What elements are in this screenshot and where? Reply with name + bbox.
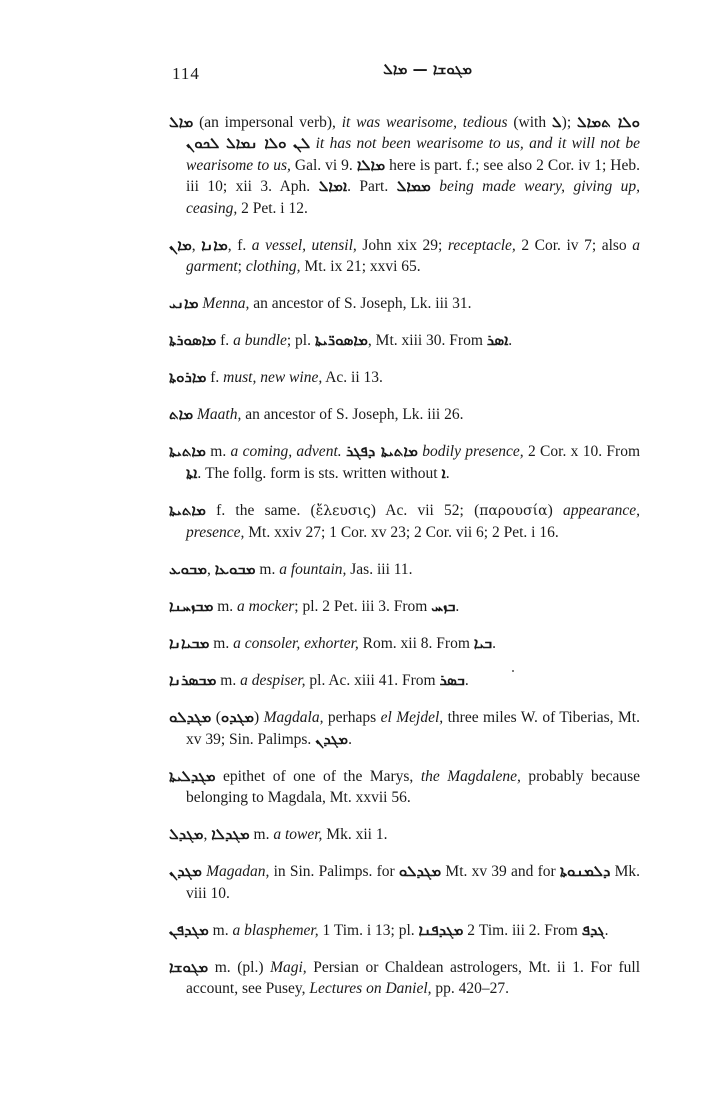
italic-gloss: clothing, [245,258,301,275]
dictionary-entry [169,235,640,278]
entry-text: . Part. [347,178,397,195]
entry-text [431,178,439,195]
entry-text: three miles W. of Tiberias, Mt. xv 39; Sin. Palimps. [186,709,640,748]
entry-text: ; pl. [286,332,315,349]
entry-text: ( [211,709,221,726]
entry-text: . [492,635,496,652]
italic-gloss: the Magdalene, [420,767,521,785]
syriac-headword: ܡܓܕܠܝܬܐ [169,766,216,785]
syriac-headword: ܡܓܕܠܘ [398,862,442,880]
syriac-headword: ܡܐܠ [169,112,194,131]
entry-text: . [604,921,609,939]
entry-text: f. the same. ( [205,501,316,519]
syriac-headword: ܐ [441,463,446,482]
entry-text: m. (pl.) [208,958,271,976]
entry-text: 1 Tim. i 13; pl. [318,921,419,939]
entry-text: probably because belonging to Magdala, Mt. xxvii 56. [186,767,640,806]
syriac-headword: ܡܐܢ [169,235,192,254]
syriac-headword: ܡܒܙܚܢܐ [169,597,214,615]
syriac-headword: ܐܣܪ [486,331,509,349]
entry-text: m. [205,443,231,460]
syriac-headword: ܓܕܦ [581,920,605,939]
italic-gloss: a mocker [237,598,295,615]
entry-text: m. [255,561,280,578]
entry-text: 2 Cor. x 10. From [523,443,641,460]
greek-term: ἔλευσις [315,502,371,519]
entry-text: , Mt. xiii 30. From [367,332,487,349]
italic-gloss: Magi, [270,958,307,976]
syriac-headword: ܐܬܐ [186,463,198,482]
italic-gloss: bodily presence, [422,443,524,460]
entry-text: (an impersonal verb), [193,113,342,131]
syriac-headword: ܒܝܐ [473,634,493,652]
dictionary-entry [169,824,640,846]
entry-text: Mt. xv 39 and for [441,863,560,880]
italic-gloss: appearance, presence, [186,501,640,541]
entry-text: . [445,464,450,482]
running-head: ܡܓܘܫܐ — ܡܐܠ [383,60,472,78]
entry-text: ) Ac. vii 52; ( [370,501,480,519]
entry-text: Mk. xii 1. [322,826,388,843]
syriac-headword: ܘܠܐ ܬܡܐܠ ܠܢ ܘܠܐ ܢܡܐܠ ܠܟܘܢ [186,112,641,152]
entry-text: m. [249,826,274,843]
entry-text: 2 Pet. i 12. [237,199,308,217]
entry-text: Mk. viii 10. [186,863,640,902]
italic-gloss: a consoler, exhorter, [233,635,359,652]
dictionary-entry [169,596,640,618]
entry-text: ) [253,709,264,726]
dictionary-entry [169,112,641,220]
entry-text: , [207,561,215,578]
entry-text: ; [237,258,246,275]
entry-text: epithet of one of the Marys, [215,767,421,785]
entry-text: Gal. vi 9. [290,156,357,174]
entry-text: Persian or Chaldean astrologers, Mt. ii 1. For full account, see Pusey, [186,958,641,997]
entry-text: pp. 420–27. [431,980,510,997]
entry-text: m. [209,635,234,652]
entry-text: 2 Cor. iv 7; also [515,236,633,254]
page-header [172,60,640,86]
dictionary-entry [169,766,640,809]
entry-list [169,96,641,1003]
entry-text: . [455,598,460,615]
dictionary-entry [169,367,640,389]
entry-text: an ancestor of S. Joseph, Lk. iii 26. [241,406,464,423]
italic-gloss: Maath, [196,406,242,423]
entry-text: pl. Ac. xiii 41. From [305,672,440,689]
syriac-headword: ܡܓܕܠܘ [169,708,212,726]
entry-text: m. [208,921,233,939]
syriac-headword: ܡܓܕܠ [169,825,204,843]
syriac-headword: ܡܐܢܝ [169,294,199,312]
entry-text: . [464,672,469,689]
greek-term: παρουσία [479,502,548,519]
syriac-headword: ܡܓܕܢ [169,862,202,880]
syriac-headword: ܡܓܕܦܢ [169,920,209,939]
entry-text: Mt. xxiv 27; 1 Cor. xv 23; 2 Cor. vii 6; 2 Pet. i 16. [244,524,559,541]
italic-gloss: must, new wine, [223,369,323,386]
syriac-headword: ܡܐܪܘܬܐ [169,368,207,386]
dictionary-entry [169,861,640,904]
italic-gloss: a blasphemer, [232,921,319,939]
entry-text: perhaps [323,709,381,726]
dictionary-entry [169,707,640,750]
entry-text: , [191,236,202,254]
dictionary-entry [169,559,640,581]
syriac-headword: ܐܡܐܠ [318,177,348,195]
italic-gloss: Lectures on Daniel, [309,980,432,997]
italic-gloss: a bundle [233,332,287,349]
dictionary-entry [169,957,641,1000]
entry-text: , f. [227,236,252,254]
syriac-headword: ܡܐܠܐ [356,155,386,174]
italic-gloss: a despiser, [240,672,306,689]
dictionary-entry [169,441,641,484]
syriac-headword: ܡܓܕܠܐ [211,825,250,843]
syriac-headword: ܡܒܘܥܐ [214,560,256,578]
syriac-headword: ܡܓܕܘ [220,708,254,726]
syriac-headword: ܒܙܚ [431,597,456,615]
syriac-headword: ܡܒܣܪܢܐ [169,671,217,689]
entry-text: ) [547,501,563,519]
entry-text: . [508,332,513,349]
stray-dot [512,670,514,672]
entry-text: (with [507,113,552,131]
entry-text: 2 Tim. iii 2. From [463,921,582,939]
entry-text: , [203,826,212,843]
entry-text: Mt. ix 21; xxvi 65. [300,258,421,275]
italic-gloss: Menna, [202,295,250,312]
syriac-headword: ܒܣܪ [439,671,465,689]
italic-gloss: Magdala, [263,709,324,726]
syriac-headword: ܕܠܡܢܘܬܐ [559,862,611,880]
dictionary-entry [169,633,640,655]
entry-text: . [348,730,352,748]
entry-text: . The follg. form is sts. written without [197,464,442,482]
dictionary-entry [169,670,640,692]
syriac-headword: ܡܐܬ [169,405,194,423]
syriac-headword: ܡܐܢܐ [201,235,228,254]
italic-gloss: being made weary, giving up, ceasing, [186,178,641,217]
entry-text: Ac. ii 13. [322,369,383,386]
italic-gloss: Magadan, [206,863,270,880]
italic-gloss: it was wearisome, tedious [341,113,508,131]
entry-text: an ancestor of S. Joseph, Lk. iii 31. [249,295,472,312]
italic-gloss: a coming, advent. [230,443,342,460]
dictionary-entry [169,330,640,352]
entry-text: Rom. xii 8. From [358,635,474,652]
entry-text: here is part. f.; see also 2 Cor. iv 1; Heb. iii 10; xii 3. Aph. [186,156,640,195]
dictionary-entry [169,920,640,942]
syriac-headword: ܡܓܕܦܢܐ [418,920,464,939]
dictionary-entry [169,404,640,426]
entry-text: in Sin. Palimps. for [269,863,399,880]
italic-gloss: receptacle, [447,236,516,254]
syriac-headword: ܡܒܘܥ [169,560,208,578]
syriac-headword: ܡܐܬܝܬܐ ܕܦܓܪ [345,442,418,460]
italic-gloss: a vessel, utensil, [251,236,357,254]
entry-text: John xix 29; [356,236,448,254]
italic-gloss: it has not been wearisome to us, and it will not be wearisome to us, [186,135,641,174]
syriac-headword: ܠ [551,112,562,131]
syriac-headword: ܡܓܘܫܐ [169,957,209,976]
syriac-headword: ܡܡܐܠ [396,177,431,195]
syriac-headword: ܡܐܬܝܬܐ [169,442,206,460]
syriac-headword: ܡܐܣܘܪܬܐ [169,331,217,349]
entry-text: Jas. iii 11. [346,561,413,578]
dictionary-entry [169,500,640,544]
entry-text: ); [561,113,577,131]
syriac-headword: ܡܐܬܝܬܐ [169,500,206,519]
italic-gloss: a fountain, [279,561,347,578]
page-number: 114 [172,64,200,83]
italic-gloss: el Mejdel, [380,709,444,726]
italic-gloss: a garment [186,236,640,275]
syriac-headword: ܡܒܝܐܢܐ [169,634,210,652]
entry-text: f. [216,332,234,349]
dictionary-entry [169,293,640,315]
entry-text: f. [206,369,224,386]
entry-text: m. [213,598,238,615]
syriac-headword: ܡܐܣܘܪ̈ܝܬܐ [314,331,368,349]
syriac-headword: ܡܓܕܢ [315,729,349,748]
entry-text: m. [216,672,241,689]
italic-gloss: a tower, [273,826,323,843]
entry-text: ; pl. 2 Pet. iii 3. From [294,598,432,615]
